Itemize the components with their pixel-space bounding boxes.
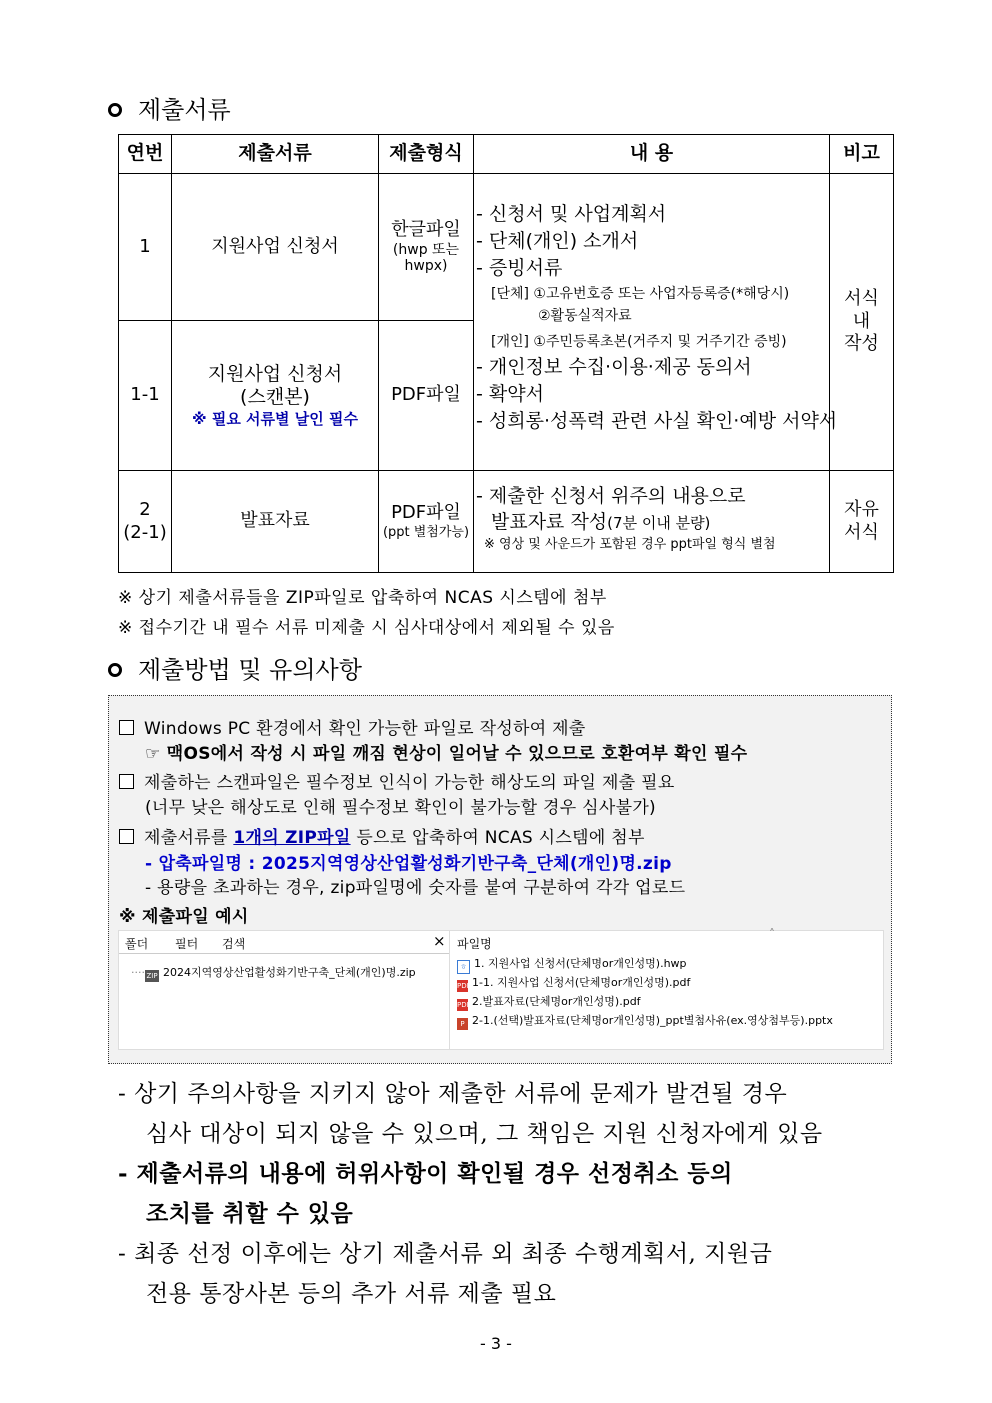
- sort-chevron-icon: ˄: [769, 927, 775, 941]
- tab-search[interactable]: 검색: [222, 937, 246, 951]
- row2-no: 1-1: [119, 321, 172, 471]
- row1-remark: 서식 내 작성: [830, 174, 894, 471]
- method-item-1: Windows PC 환경에서 확인 가능한 파일로 작성하여 제출: [119, 714, 586, 739]
- method-item-1-warning: ☞ 맥OS에서 작성 시 파일 깨짐 현상이 일어날 수 있으므로 호환여부 확인 필수: [145, 744, 748, 764]
- closing-line-2b: 조치를 취할 수 있음: [146, 1200, 354, 1227]
- row2-format: PDF파일: [379, 321, 474, 471]
- row1-content: - 신청서 및 사업계획서 - 단체(개인) 소개서 - 증빙서류 [단체] ①고유번호증 또는 사업자등록증(*해당시) ②활동실적자료 [개인] ①주민등록초본(거주지 및 거주기간 증빙) - 개인정보 수집‧이용‧제공 동의서 - 확약서 - 성희롱‧성폭력 관련 사실 확인‧예방 서약서: [474, 174, 830, 471]
- folder-pane: [119, 931, 450, 1049]
- zip-highlight: 1개의 ZIP파일: [233, 828, 351, 848]
- file-item-pdf-2[interactable]: PDF2.발표자료(단체명or개인성명).pdf: [457, 995, 641, 1009]
- file-example-screenshot: [118, 927, 884, 1050]
- tab-filter[interactable]: 필터: [175, 937, 199, 951]
- page-number: - 3 -: [480, 1334, 512, 1353]
- closing-line-1a: - 상기 주의사항을 지키지 않아 제출한 서류에 문제가 발견될 경우: [118, 1081, 788, 1107]
- pdf-file-icon: PDF: [457, 1001, 471, 1009]
- closing-line-2a: - 제출서류의 내용에 허위사항이 확인될 경우 선정취소 등의: [118, 1160, 733, 1187]
- section-title-submission-docs: 제출서류: [108, 90, 231, 125]
- file-item-hwp[interactable]: ㅎ 1. 지원사업 신청서(단체명or개인성명).hwp: [457, 955, 687, 974]
- row2-doc: 지원사업 신청서 (스캔본) ※ 필요 서류별 날인 필수: [172, 321, 379, 471]
- header-remark: 비고: [830, 135, 894, 174]
- circle-bullet-icon: [108, 103, 122, 117]
- row1-format: 한글파일 (hwp 또는 hwpx): [379, 174, 474, 321]
- submission-docs-table: [118, 134, 894, 573]
- table-row: [119, 471, 894, 573]
- pdf-file-icon: PDF: [457, 982, 471, 990]
- close-icon[interactable]: ×: [433, 932, 446, 950]
- row3-doc: 발표자료: [172, 471, 379, 573]
- hwp-file-icon: ㅎ: [457, 960, 470, 974]
- row1-no: 1: [119, 174, 172, 321]
- closing-line-1b: 심사 대상이 되지 않을 수 있으며, 그 책임은 지원 신청자에게 있음: [146, 1121, 823, 1147]
- method-item-2: 제출하는 스캔파일은 필수정보 인식이 가능한 해상도의 파일 제출 필요: [119, 768, 675, 793]
- checkbox-icon: [119, 774, 134, 789]
- example-title: ※ 제출파일 예시: [119, 907, 249, 927]
- checkbox-icon: [119, 829, 134, 844]
- folder-tabs: [119, 931, 449, 954]
- row1-doc: 지원사업 신청서: [172, 174, 379, 321]
- closing-line-3a: - 최종 선정 이후에는 상기 제출서류 외 최종 수행계획서, 지원금: [118, 1241, 773, 1267]
- zip-file-icon: ZIP: [146, 972, 158, 980]
- method-item-3-sub: - 용량을 초과하는 경우, zip파일명에 숫자를 붙여 구분하여 각각 업로드: [145, 878, 686, 898]
- zip-filename: - 압축파일명 : 2025지역영상산업활성화기반구축_단체(개인)명.zip: [145, 854, 672, 874]
- note-zip: ※ 상기 제출서류들을 ZIP파일로 압축하여 NCAS 시스템에 첨부: [118, 588, 607, 608]
- table-header-row: [119, 135, 894, 174]
- method-item-2-sub: (너무 낮은 해상도로 인해 필수정보 확인이 불가능할 경우 심사불가): [145, 798, 656, 818]
- header-content: 내 용: [474, 135, 830, 174]
- filename-column-header: 파일명: [457, 937, 492, 951]
- pptx-file-icon: P: [457, 1018, 468, 1030]
- zip-file-item[interactable]: ····ZIP 2024지역영상산업활성화기반구축_단체(개인)명.zip: [131, 966, 416, 980]
- file-item-pdf-1[interactable]: PDF1-1. 지원사업 신청서(단체명or개인성명).pdf: [457, 976, 691, 990]
- closing-line-3b: 전용 통장사본 등의 추가 서류 제출 필요: [146, 1281, 557, 1307]
- section-title-method: 제출방법 및 유의사항: [108, 650, 362, 685]
- file-item-pptx[interactable]: P 2-1.(선택)발표자료(단체명or개인성명)_ppt별첨사유(ex.영상첨부등).pptx: [457, 1012, 833, 1030]
- row3-no: 2 (2-1): [119, 471, 172, 573]
- note-exclusion: ※ 접수기간 내 필수 서류 미제출 시 심사대상에서 제외될 수 있음: [118, 618, 615, 638]
- row3-format: PDF파일 (ppt 별첨가능): [379, 471, 474, 573]
- method-item-3: 제출서류를 1개의 ZIP파일 등으로 압축하여 NCAS 시스템에 첨부: [119, 823, 645, 848]
- header-no: 연번: [119, 135, 172, 174]
- checkbox-icon: [119, 720, 134, 735]
- row3-remark: 자유 서식: [830, 471, 894, 573]
- header-format: 제출형식: [379, 135, 474, 174]
- circle-bullet-icon: [108, 663, 122, 677]
- table-row: [119, 174, 894, 321]
- tab-folder[interactable]: 폴더: [125, 937, 149, 951]
- row3-content: - 제출한 신청서 위주의 내용으로 발표자료 작성(7분 이내 분량) ※ 영상 및 사운드가 포함된 경우 ppt파일 형식 별첨: [474, 471, 830, 573]
- header-doc: 제출서류: [172, 135, 379, 174]
